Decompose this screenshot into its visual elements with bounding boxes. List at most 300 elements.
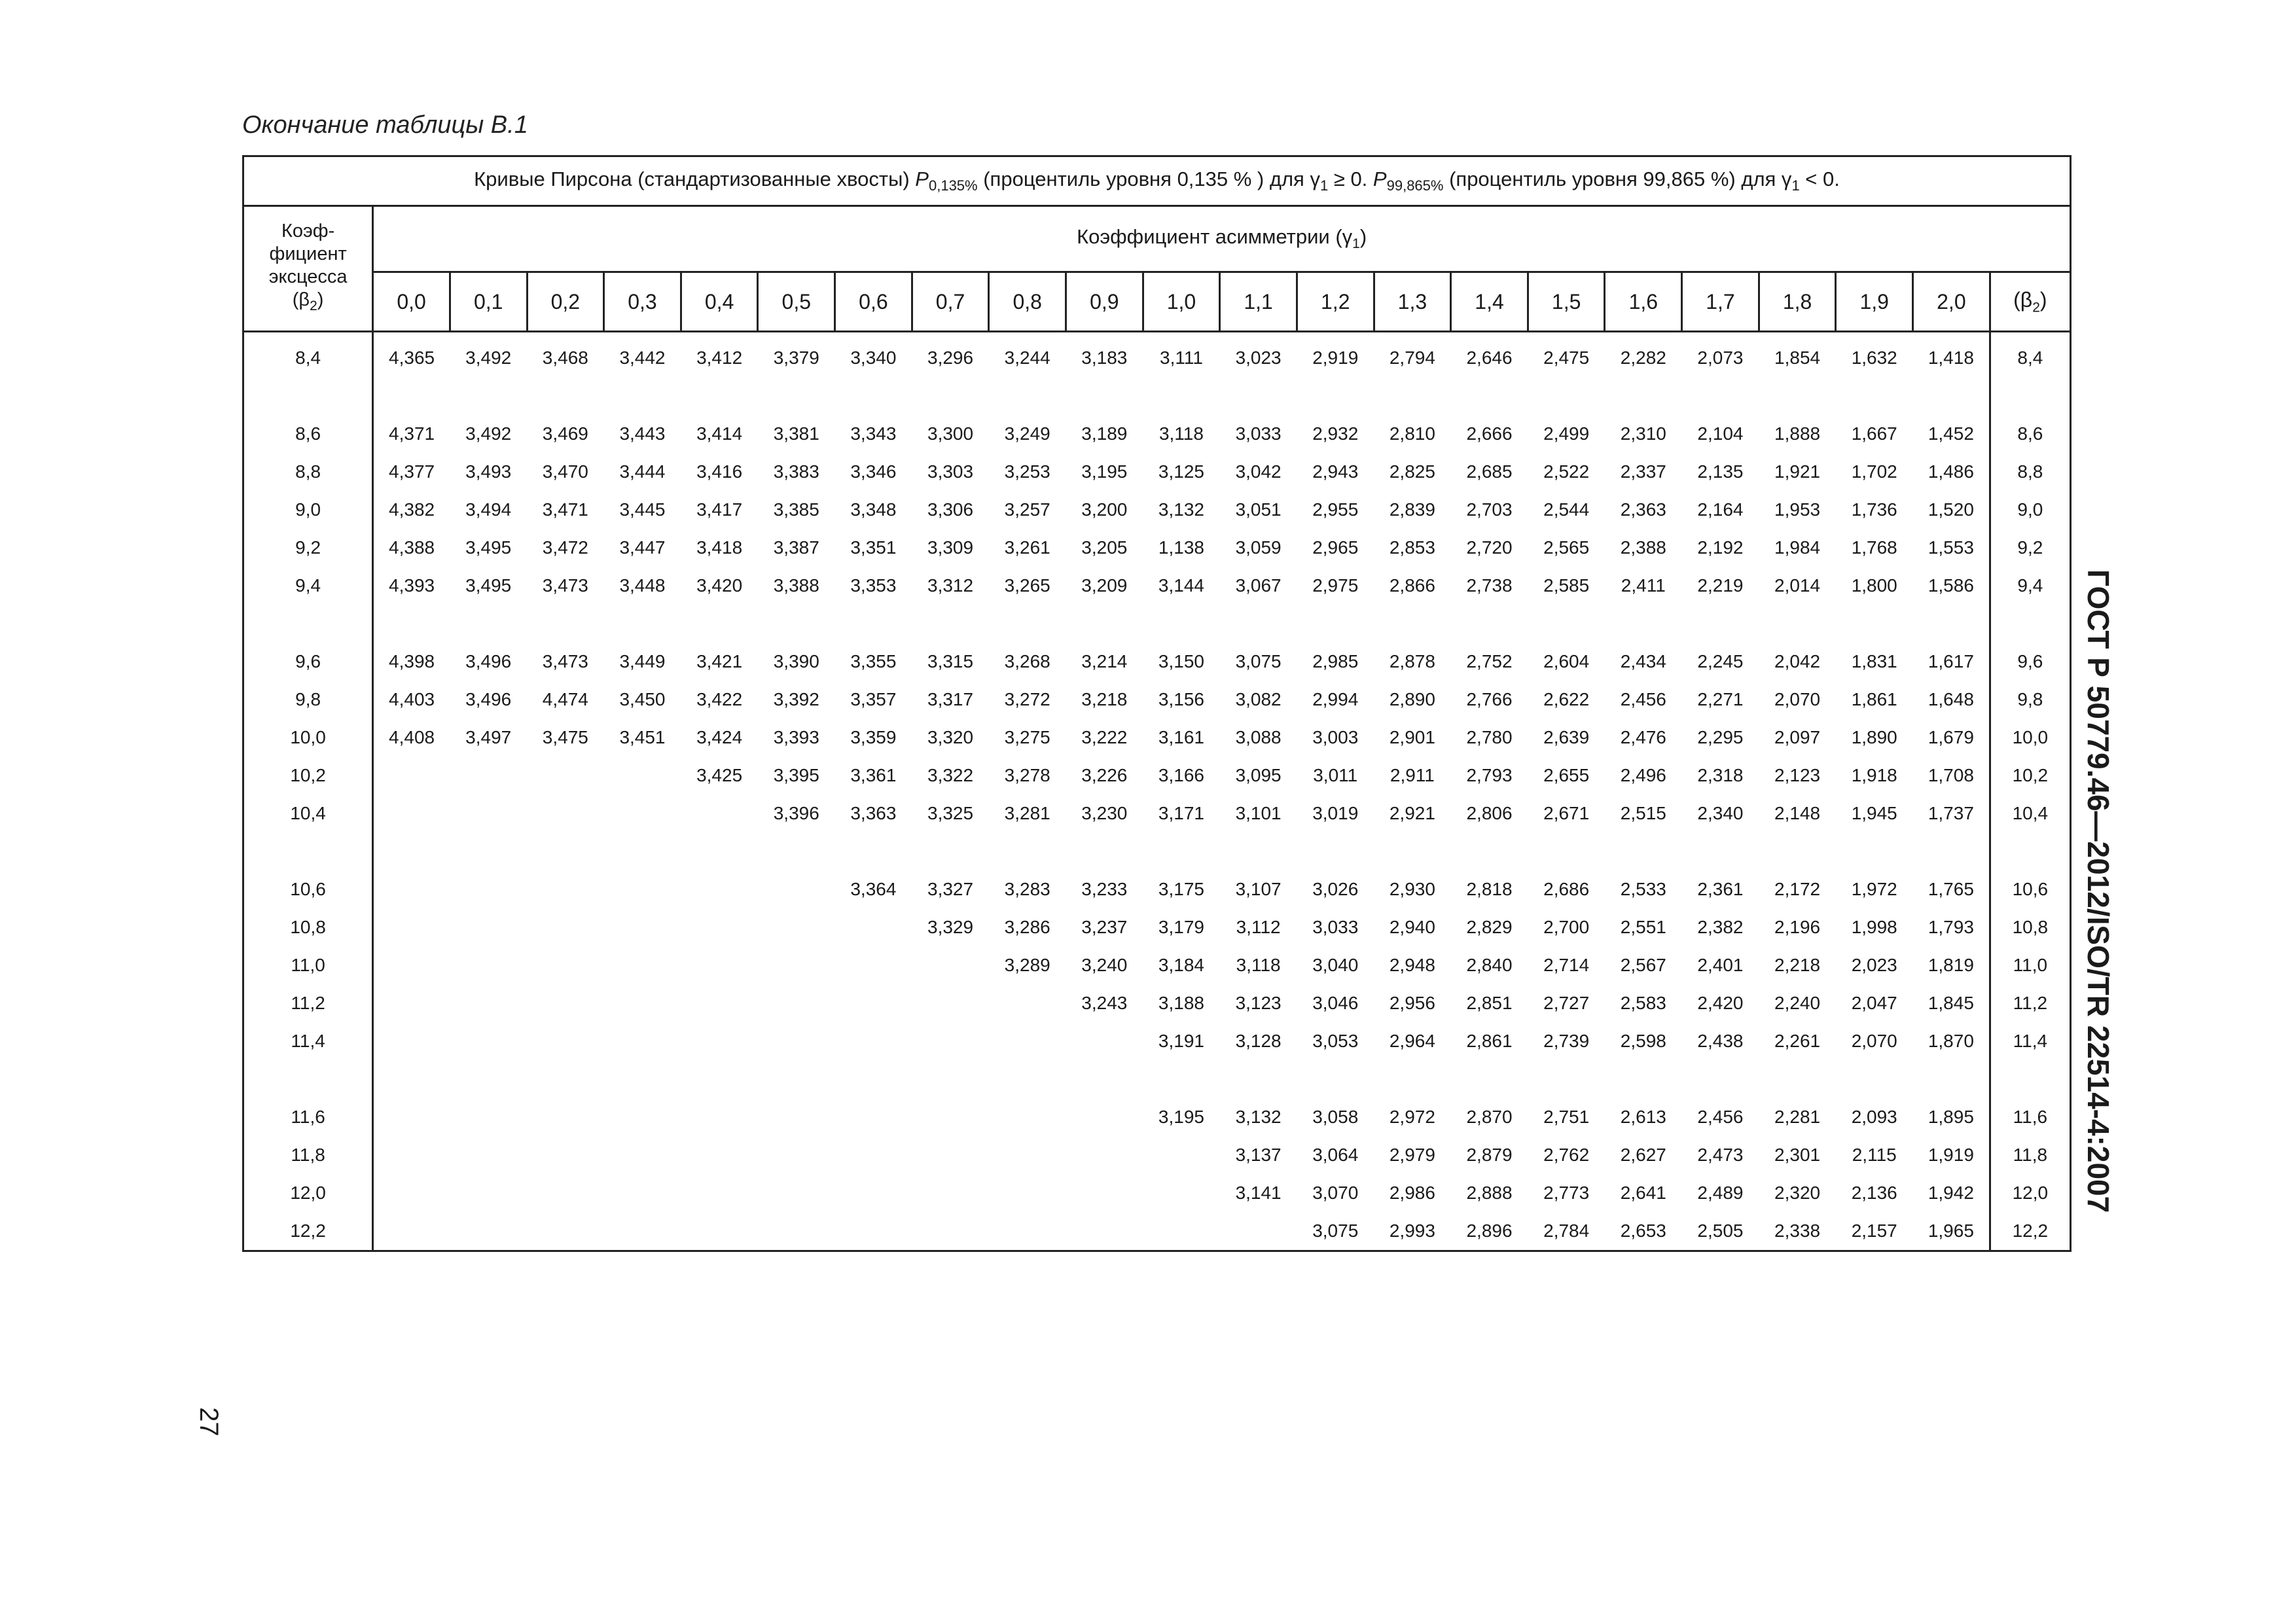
spacer-row <box>243 832 2071 870</box>
table-cell: 3,312 <box>927 575 974 596</box>
table-cell: 2,851 <box>1466 993 1513 1013</box>
table-cell: 3,033 <box>1312 917 1359 937</box>
table-cell: 2,567 <box>1620 955 1666 975</box>
table-cell <box>989 1136 1066 1174</box>
kurtosis-header: Коэф- фициент эксцесса $(\beta_2)$ <box>243 206 373 332</box>
table-cell: 3,166 <box>1158 765 1204 785</box>
table-cell: 3,495 <box>465 575 512 596</box>
table-cell: 2,888 <box>1466 1183 1513 1203</box>
table-cell: 3,118 <box>1236 955 1281 975</box>
table-cell: 3,475 <box>542 727 588 747</box>
beta-value-left: 11,0 <box>243 946 373 984</box>
table-cell <box>604 984 681 1022</box>
table-cell: 3,424 <box>696 727 743 747</box>
table-cell <box>373 1212 450 1251</box>
table-cell <box>450 984 527 1022</box>
table-cell: 2,245 <box>1697 651 1744 671</box>
table-cell: 3,420 <box>696 575 743 596</box>
table-cell <box>373 984 450 1022</box>
table-cell: 1,452 <box>1928 423 1974 444</box>
table-cell: 2,014 <box>1774 575 1821 596</box>
table-row <box>243 529 2071 567</box>
beta-value-right: 11,4 <box>1990 1022 2070 1060</box>
table-cell: 3,123 <box>1235 993 1282 1013</box>
table-cell <box>450 1212 527 1251</box>
table-cell: 2,793 <box>1466 765 1513 785</box>
table-cell: 3,218 <box>1081 689 1128 709</box>
table-cell: 2,473 <box>1697 1145 1744 1165</box>
table-cell: 4,398 <box>389 651 435 671</box>
table-row <box>243 453 2071 491</box>
table-cell: 1,945 <box>1851 803 1897 823</box>
table-cell: 2,972 <box>1389 1107 1435 1127</box>
beta-value-right: 11,2 <box>1990 984 2070 1022</box>
table-cell: 3,383 <box>773 461 819 482</box>
table-cell: 2,070 <box>1851 1031 1897 1051</box>
table-cell <box>527 1136 604 1174</box>
table-cell: 3,471 <box>542 499 588 520</box>
table-cell <box>681 1098 758 1136</box>
table-cell: 3,492 <box>465 348 512 368</box>
beta-value-right: 9,8 <box>1990 681 2070 719</box>
table-row <box>243 1022 2071 1060</box>
table-cell <box>758 1136 835 1174</box>
table-cell <box>835 1022 912 1060</box>
table-cell: 3,132 <box>1235 1107 1282 1127</box>
table-cell: 2,853 <box>1389 537 1435 558</box>
table-cell: 2,964 <box>1389 1031 1435 1051</box>
table-cell: 1,895 <box>1928 1107 1974 1127</box>
table-cell: 3,472 <box>542 537 588 558</box>
table-cell <box>989 1174 1066 1212</box>
table-cell: 2,401 <box>1697 955 1744 975</box>
table-cell: 1,520 <box>1928 499 1974 520</box>
table-cell: 2,544 <box>1543 499 1590 520</box>
table-cell <box>989 1098 1066 1136</box>
table-cell: 4,382 <box>389 499 435 520</box>
gamma-column-header: 0,7 <box>912 272 989 332</box>
table-cell: 3,340 <box>850 348 897 368</box>
table-cell: 2,727 <box>1543 993 1590 1013</box>
table-cell: 3,385 <box>773 499 819 520</box>
spacer-row <box>243 605 2071 643</box>
table-cell: 2,890 <box>1389 689 1435 709</box>
table-cell: 3,195 <box>1158 1107 1204 1127</box>
table-cell: 3,257 <box>1004 499 1050 520</box>
table-cell <box>527 1212 604 1251</box>
table-cell: 3,451 <box>619 727 666 747</box>
table-cell: 3,412 <box>696 348 743 368</box>
table-cell: 3,317 <box>927 689 974 709</box>
table-cell: 1,854 <box>1774 348 1821 368</box>
table-cell: 2,686 <box>1543 879 1590 899</box>
table-cell: 1,702 <box>1851 461 1897 482</box>
table-cell <box>758 1098 835 1136</box>
table-row <box>243 332 2071 378</box>
beta-value-right: 10,8 <box>1990 908 2070 946</box>
table-cell: 1,737 <box>1928 803 1974 823</box>
table-cell: 2,870 <box>1466 1107 1513 1127</box>
table-cell: 3,128 <box>1235 1031 1282 1051</box>
table-cell <box>373 794 450 832</box>
table-cell: 2,622 <box>1543 689 1590 709</box>
table-cell: 1,667 <box>1851 423 1897 444</box>
table-cell: 1,984 <box>1774 537 1821 558</box>
table-cell <box>527 794 604 832</box>
table-cell: 3,387 <box>773 537 819 558</box>
table-cell: 2,271 <box>1697 689 1744 709</box>
table-cell <box>373 946 450 984</box>
gamma-column-header: 0,4 <box>681 272 758 332</box>
table-cell: 3,082 <box>1235 689 1282 709</box>
table-cell: 2,985 <box>1312 651 1359 671</box>
table-cell <box>835 1212 912 1251</box>
table-cell: 1,918 <box>1851 765 1897 785</box>
table-cell: 2,434 <box>1620 651 1666 671</box>
table-cell: 2,919 <box>1312 348 1359 368</box>
table-cell: 3,303 <box>927 461 974 482</box>
table-cell: 3,244 <box>1004 348 1050 368</box>
table-cell: 1,418 <box>1928 348 1974 368</box>
spacer-row <box>243 377 2071 415</box>
table-cell: 2,023 <box>1851 955 1897 975</box>
beta-value-left: 12,0 <box>243 1174 373 1212</box>
table-cell: 2,955 <box>1312 499 1359 520</box>
gamma-column-header: 1,9 <box>1836 272 1913 332</box>
table-cell: 2,522 <box>1543 461 1590 482</box>
table-cell: 3,309 <box>927 537 974 558</box>
table-cell: 2,388 <box>1620 537 1666 558</box>
table-cell: 3,067 <box>1235 575 1282 596</box>
table-cell: 4,365 <box>389 348 435 368</box>
table-cell: 3,351 <box>850 537 897 558</box>
table-cell: 3,283 <box>1004 879 1050 899</box>
table-cell: 3,395 <box>773 765 819 785</box>
table-cell <box>989 1022 1066 1060</box>
table-cell: 1,138 <box>1158 537 1204 558</box>
table-cell: 3,379 <box>773 348 819 368</box>
table-cell: 3,161 <box>1158 727 1204 747</box>
table-cell: 3,468 <box>542 348 588 368</box>
table-cell: 3,418 <box>696 537 743 558</box>
table-cell <box>373 757 450 794</box>
table-cell: 3,363 <box>850 803 897 823</box>
table-cell: 4,393 <box>389 575 435 596</box>
table-cell: 2,604 <box>1543 651 1590 671</box>
table-cell: 1,708 <box>1928 765 1974 785</box>
table-cell: 3,095 <box>1235 765 1282 785</box>
table-cell: 3,214 <box>1081 651 1128 671</box>
table-cell: 2,164 <box>1697 499 1744 520</box>
table-cell: 3,209 <box>1081 575 1128 596</box>
table-cell: 1,768 <box>1851 537 1897 558</box>
table-cell: 3,306 <box>927 499 974 520</box>
table-cell: 3,329 <box>927 917 974 937</box>
table-cell: 2,123 <box>1774 765 1821 785</box>
table-cell <box>450 1136 527 1174</box>
table-row <box>243 719 2071 757</box>
table-cell: 2,282 <box>1620 348 1666 368</box>
table-cell: 2,703 <box>1466 499 1513 520</box>
table-cell: 2,806 <box>1466 803 1513 823</box>
table-cell <box>1143 1136 1220 1174</box>
table-cell <box>450 1174 527 1212</box>
table-cell: 1,793 <box>1928 917 1974 937</box>
table-cell <box>1066 1136 1143 1174</box>
table-cell: 3,346 <box>850 461 897 482</box>
table-cell: 3,470 <box>542 461 588 482</box>
beta-value-right: 8,4 <box>1990 332 2070 378</box>
table-cell: 3,393 <box>773 727 819 747</box>
table-cell: 2,135 <box>1697 461 1744 482</box>
gamma-column-header: 1,2 <box>1297 272 1374 332</box>
table-cell: 2,476 <box>1620 727 1666 747</box>
table-cell <box>912 946 989 984</box>
table-row <box>243 415 2071 453</box>
beta-value-right: 11,6 <box>1990 1098 2070 1136</box>
table-cell: 2,653 <box>1605 1212 1682 1251</box>
table-cell: 3,416 <box>696 461 743 482</box>
table-cell: 2,456 <box>1697 1107 1744 1127</box>
table-cell: 3,381 <box>773 423 819 444</box>
table-cell: 3,088 <box>1235 727 1282 747</box>
table-cell <box>681 794 758 832</box>
table-cell: 2,042 <box>1774 651 1821 671</box>
table-cell <box>681 1136 758 1174</box>
table-cell: 3,322 <box>927 765 974 785</box>
beta-value-right: 10,4 <box>1990 794 2070 832</box>
table-cell: 3,019 <box>1312 803 1359 823</box>
table-cell: 2,911 <box>1390 765 1435 785</box>
beta-right-header: $(\beta_2)$ <box>1990 272 2070 332</box>
table-cell: 3,125 <box>1158 461 1204 482</box>
table-cell: 3,445 <box>619 499 666 520</box>
table-cell: 2,047 <box>1851 993 1897 1013</box>
beta-value-left: 10,8 <box>243 908 373 946</box>
gamma-column-header: 1,5 <box>1528 272 1605 332</box>
table-cell <box>604 1022 681 1060</box>
table-cell: 2,310 <box>1620 423 1666 444</box>
table-cell: 3,495 <box>465 537 512 558</box>
table-cell <box>604 946 681 984</box>
table-cell: 2,993 <box>1374 1212 1451 1251</box>
table-cell: 2,714 <box>1543 955 1590 975</box>
table-cell: 2,337 <box>1620 461 1666 482</box>
beta-value-right: 10,0 <box>1990 719 2070 757</box>
table-cell: 4,403 <box>389 689 435 709</box>
table-cell <box>373 1136 450 1174</box>
table-cell <box>681 1022 758 1060</box>
beta-value-right: 8,8 <box>1990 453 2070 491</box>
table-cell: 3,492 <box>465 423 512 444</box>
table-cell: 3,222 <box>1081 727 1128 747</box>
beta-value-left: 9,8 <box>243 681 373 719</box>
table-cell <box>758 908 835 946</box>
table-cell: 3,422 <box>696 689 743 709</box>
table-cell: 2,093 <box>1851 1107 1897 1127</box>
table-cell: 2,613 <box>1620 1107 1666 1127</box>
table-cell: 2,780 <box>1466 727 1513 747</box>
table-cell: 3,070 <box>1312 1183 1359 1203</box>
beta-value-left: 8,6 <box>243 415 373 453</box>
table-cell: 2,666 <box>1466 423 1513 444</box>
table-cell: 1,800 <box>1851 575 1897 596</box>
table-cell: 3,059 <box>1235 537 1282 558</box>
table-cell <box>1066 1212 1143 1251</box>
table-cell: 2,438 <box>1697 1031 1744 1051</box>
table-cell: 2,411 <box>1621 575 1666 596</box>
table-cell: 2,070 <box>1774 689 1821 709</box>
beta-value-left: 8,8 <box>243 453 373 491</box>
table-cell: 2,794 <box>1389 348 1435 368</box>
beta-value-left: 11,6 <box>243 1098 373 1136</box>
table-cell <box>912 1098 989 1136</box>
table-cell: 2,301 <box>1774 1145 1821 1165</box>
table-cell: 2,281 <box>1774 1107 1821 1127</box>
table-cell <box>1143 1212 1220 1251</box>
table-cell: 2,136 <box>1851 1183 1897 1203</box>
table-cell: 3,184 <box>1158 955 1204 975</box>
table-cell: 3,268 <box>1004 651 1050 671</box>
table-row <box>243 1136 2071 1174</box>
table-cell: 1,965 <box>1913 1212 1990 1251</box>
table-cell <box>912 1212 989 1251</box>
table-cell: 2,627 <box>1620 1145 1666 1165</box>
table-cell: 3,357 <box>850 689 897 709</box>
table-cell: 3,364 <box>850 879 897 899</box>
gamma-column-header: 1,7 <box>1682 272 1759 332</box>
table-cell: 3,230 <box>1081 803 1128 823</box>
table-cell: 3,275 <box>1004 727 1050 747</box>
gamma-column-header: 1,3 <box>1374 272 1451 332</box>
table-cell: 3,240 <box>1081 955 1128 975</box>
table-cell: 3,496 <box>465 689 512 709</box>
table-cell <box>450 757 527 794</box>
table-cell: 2,382 <box>1697 917 1744 937</box>
table-cell: 2,240 <box>1774 993 1821 1013</box>
table-cell: 3,064 <box>1312 1145 1359 1165</box>
table-cell: 3,261 <box>1004 537 1050 558</box>
table-cell: 1,919 <box>1928 1145 1974 1165</box>
table-cell: 3,033 <box>1235 423 1282 444</box>
table-cell: 2,320 <box>1774 1183 1821 1203</box>
table-cell: 3,272 <box>1004 689 1050 709</box>
table-cell <box>450 870 527 908</box>
table-cell: 2,994 <box>1312 689 1359 709</box>
table-cell: 2,671 <box>1543 803 1590 823</box>
table-cell: 3,051 <box>1235 499 1282 520</box>
table-cell <box>989 984 1066 1022</box>
table-cell <box>373 1022 450 1060</box>
table-cell: 3,396 <box>773 803 819 823</box>
table-cell: 2,505 <box>1682 1212 1759 1251</box>
table-cell <box>758 1174 835 1212</box>
beta-value-right: 12,2 <box>1990 1212 2070 1251</box>
table-cell: 2,295 <box>1697 727 1744 747</box>
table-cell <box>1143 1174 1220 1212</box>
table-cell: 3,171 <box>1158 803 1204 823</box>
table-cell <box>758 946 835 984</box>
table-cell: 3,469 <box>542 423 588 444</box>
beta-value-right: 8,6 <box>1990 415 2070 453</box>
table-cell: 1,553 <box>1928 537 1974 558</box>
table-cell: 3,315 <box>927 651 974 671</box>
table-cell: 3,179 <box>1158 917 1204 937</box>
table-cell <box>835 908 912 946</box>
table-cell: 3,101 <box>1235 803 1282 823</box>
table-cell: 1,632 <box>1851 348 1897 368</box>
table-cell: 3,296 <box>927 348 974 368</box>
table-cell: 3,414 <box>696 423 743 444</box>
table-cell: 1,861 <box>1851 689 1897 709</box>
skewness-header: Коэффициент асимметрии $(\gamma_1)$ <box>373 206 2071 272</box>
table-cell <box>1066 1174 1143 1212</box>
table-cell <box>912 1022 989 1060</box>
table-row <box>243 681 2071 719</box>
table-cell <box>681 1174 758 1212</box>
table-cell: 3,425 <box>696 765 743 785</box>
table-cell <box>1066 1022 1143 1060</box>
table-cell: 3,249 <box>1004 423 1050 444</box>
table-cell: 2,499 <box>1543 423 1590 444</box>
table-cell <box>527 908 604 946</box>
table-cell: 4,377 <box>389 461 435 482</box>
table-row <box>243 1174 2071 1212</box>
table-cell <box>527 984 604 1022</box>
table-row <box>243 1212 2071 1251</box>
table-cell: 3,144 <box>1158 575 1204 596</box>
table-cell: 3,118 <box>1158 423 1204 444</box>
table-cell: 1,942 <box>1928 1183 1974 1203</box>
beta-value-right: 12,0 <box>1990 1174 2070 1212</box>
page-number: 27 <box>194 1407 223 1436</box>
beta-value-left: 11,8 <box>243 1136 373 1174</box>
table-cell: 2,456 <box>1620 689 1666 709</box>
table-cell: 2,866 <box>1389 575 1435 596</box>
table-cell: 2,073 <box>1697 348 1744 368</box>
table-cell: 3,442 <box>619 348 666 368</box>
table-cell: 3,449 <box>619 651 666 671</box>
table-cell: 2,218 <box>1774 955 1821 975</box>
table-cell: 3,388 <box>773 575 819 596</box>
table-cell <box>681 984 758 1022</box>
table-cell: 3,444 <box>619 461 666 482</box>
table-cell: 3,233 <box>1081 879 1128 899</box>
table-cell <box>604 1212 681 1251</box>
table-cell: 3,023 <box>1235 348 1282 368</box>
table-cell: 2,901 <box>1389 727 1435 747</box>
table-cell <box>373 870 450 908</box>
beta-value-left: 10,0 <box>243 719 373 757</box>
table-cell: 3,175 <box>1158 879 1204 899</box>
table-cell: 2,639 <box>1543 727 1590 747</box>
table-cell: 3,348 <box>850 499 897 520</box>
table-cell: 2,965 <box>1312 537 1359 558</box>
table-cell: 3,421 <box>696 651 743 671</box>
table-row <box>243 870 2071 908</box>
beta-value-left: 12,2 <box>243 1212 373 1251</box>
table-cell: 3,026 <box>1312 879 1359 899</box>
table-cell <box>835 1174 912 1212</box>
table-cell: 2,157 <box>1836 1212 1913 1251</box>
table-row <box>243 908 2071 946</box>
gamma-column-header: 0,0 <box>373 272 450 332</box>
table-cell: 3,253 <box>1004 461 1050 482</box>
table-cell: 1,890 <box>1851 727 1897 747</box>
table-cell: 3,289 <box>1004 955 1050 975</box>
table-cell: 2,340 <box>1697 803 1744 823</box>
table-caption: Окончание таблицы В.1 <box>242 111 528 139</box>
